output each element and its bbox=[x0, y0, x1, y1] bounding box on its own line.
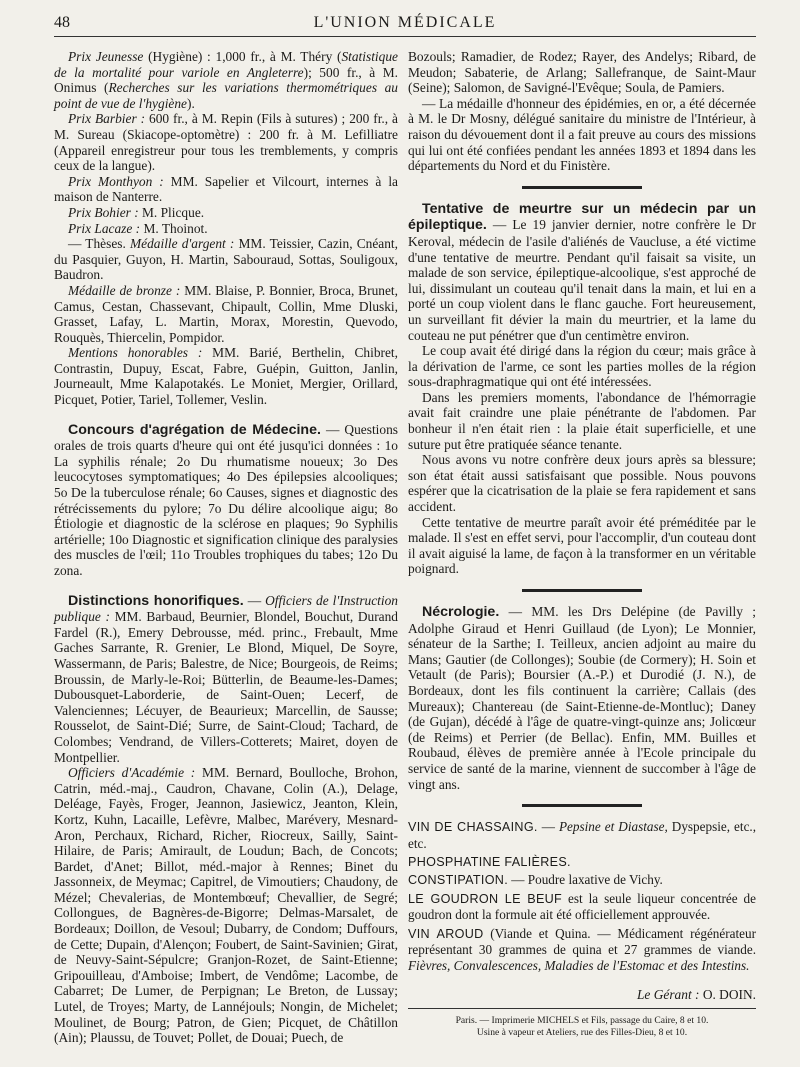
section-rule bbox=[522, 589, 642, 592]
gerant-signature: Le Gérant : O. DOIN. bbox=[408, 987, 756, 1010]
prix-monthyon: Prix Monthyon : MM. Sapelier et Vilcourt, internes à la maison de Nanterre. bbox=[54, 173, 398, 205]
necrologie: Nécrologie. — MM. les Drs Delépine (de Pavilly ; Adolphe Giraud et Henri Guillaud (de Lyon); Le Monnier, sénateur de la Sarthe; I. Teilleux, ancien adjoint au maire du Mans; Gautier (de Collonges); Soubie (de Cormery); H. Soin et Vetault (de Paris); Boursier (A.-P.) et Durodié (J. N.), de Bordeaux, dont les fils continuent la carrière; Callais (des Mureaux); Chantereau (de Saint-Etienne-de-Montluc); Daney (de Gujan), décédé à l'âge de quatre-vingt-quinze ans; Jolicœur (de Reims) et Perrier (de Bellac). Enfin, MM. Builles et Roubaud, élèves de première année à l'Ecole principale du service de santé de la marine, viennent de succomber à l'âge de vingt ans. bbox=[408, 604, 756, 792]
tentative-p5: Cette tentative de meurtre paraît avoir été préméditée par le malade. Il s'est en effet servi, pour l'accomplir, d'un couteau dont il avait aiguisé la lame, de façon à la transformer en un véritable poignard. bbox=[408, 514, 756, 577]
section-rule bbox=[522, 804, 642, 807]
section-heading: Concours d'agrégation de Médecine. bbox=[68, 421, 321, 438]
tentative-meurtre: Tentative de meurtre sur un médecin par un épileptique. — Le 19 janvier dernier, notre confrère le Dr Keroval, médecin de l'asile d'aliénés de Vaucluse, a été victime d'une tentative de meurtre. Pendant qu'il faisait sa visite, un malade de son service, épileptique-alcoolique, s'est approché de lui, dissimulant un couteau qu'il tenait dans la main, et lui en a porté un coup violent dans le flanc gauche. Fort heureusement, un surveillant fit dévier la main du meurtrier, et la lame du couteau ne put pénétrer que d'un centimètre environ. bbox=[408, 200, 756, 343]
medaille-epidemies: — La médaille d'honneur des épidémies, en or, a été décernée à M. le Dr Mosny, délégué sanitaire du ministre de l'Intérieur, à raison du dévouement dont il a fait preuve au cours des missions qui lui ont été confiées pendant les années 1893 et 1894 dans les départements du Nord et du Finistère. bbox=[408, 95, 756, 174]
prix-barbier: Prix Barbier : 600 fr., à M. Repin (Fils à sutures) ; 200 fr., à M. Sureau (Skiacope-optomètre) : 200 fr. à M. Lefilliatre (Appareil enregistreur pour tous les tremblements, y compris ceux de la langue). bbox=[54, 111, 398, 174]
advertisements bbox=[408, 819, 756, 975]
mentions-honorables: Mentions honorables : MM. Barié, Berthelin, Chibret, Contrastin, Dupuy, Escat, Fabre, Guépin, Guitton, Janlin, Journeault, Mme Kalapotakés. Le Moniet, Mergier, Orillard, Picquet, Potier, Tariel, Tollemer, Veslin. bbox=[54, 345, 399, 408]
tentative-p2: Le coup avait été dirigé dans la région du cœur; mais grâce à la dérivation de l'arme, ce sont les parties molles de la région sous-draphragmatique qui ont été intéressées. bbox=[408, 343, 756, 390]
tentative-p3: Dans les premiers moments, l'abondance de l'hémorragie avait fait craindre une plaie pénétrante de l'abdomen. Par bonheur il n'en était rien : la plaie était superficielle, et une suture put être pratiquée séance tenante. bbox=[408, 389, 756, 452]
prix-jeunesse: Prix Jeunesse (Hygiène) : 1,000 fr., à M. Théry (Statistique de la mortalité pour variole en Angleterre); 500 fr., à M. Onimus (Recherches sur les variations thermométriques au point de vue de l'hygiène). bbox=[54, 49, 398, 111]
prix-lacaze: Prix Lacaze : M. Thoinot. bbox=[68, 220, 208, 236]
ad-phosphatine: PHOSPHATINE FALIÈRES. bbox=[408, 854, 571, 869]
section-heading: Nécrologie. bbox=[422, 604, 500, 620]
prix-bohier: Prix Bohier : M. Plicque. bbox=[68, 204, 205, 220]
running-header bbox=[54, 10, 756, 37]
ad-vin-chassaing: VIN DE CHASSAING. — Pepsine et Diastase, Dyspepsie, etc., etc. bbox=[408, 819, 757, 851]
tentative-p4: Nous avons vu notre confrère deux jours après sa blessure; son état était aussi satisfaisant que possible. Nous pouvons espérer que la cicatrisation de la plaie se fera rapidement et sans accident. bbox=[408, 452, 756, 515]
section-heading: Distinctions honorifiques. bbox=[68, 592, 244, 609]
journal-title: L'UNION MÉDICALE bbox=[313, 14, 497, 31]
officiers-academie: Officiers d'Académie : MM. Bernard, Boulloche, Brohon, Catrin, méd.-maj., Caudron, Chavane, Colin (A.), Delage, Deléage, Fayès, Froger, Jeannon, Jasiewicz, Jeanton, Klein, Kortz, Kuhn, Lacaille, Lefèvre, Malbec, Marévery, Mesnard-Aron, Perchaux, Richard, Richer, Riocreux, Sailly, Saint-Hilaire, de Paris; Amirault, de Loudun; Bach, de Concots; Bardet, d'Anet; Billot, méd.-major à Rennes; Binet du Jassonneix, de Meymac; Capitrel, de Vimoutiers; Chaudony, de Mézel; Chevalerias, de Montembœuf; Chevallier, de Segré; Collongues, de Bagnères-de-Bigorre; Delmas-Marsalet, de Bordeaux; Doillon, de Vesoul; Dubarry, de Condom; Duffours, de Cette; Dupain, d'Alençon; Foubert, de Saint-Savinien; Girat, de Neuvy-Saint-Sépulcre; Granjon-Rozet, de Saint-Etienne; Gripouilleau, d'Amboise; Imbert, de Vendôme; Lacombe, de Cabarret; De Lumer, de Perpignan; Le Breton, de Lussay; Lutel, de Troyes; Marty, de Lannéjouls; Nongin, de Michelet; Moulinet, de Bourg; Patron, de Gien; Picquet, de Châtillon (Ain); Plaussu, de Touvet; Pollet, de Douai; Puech, de bbox=[54, 765, 398, 1046]
left-column bbox=[54, 49, 398, 1046]
printer-imprint: Paris. — Imprimerie MICHELS et Fils, passage du Caire, 8 et 10. Usine à vapeur et Ateliers, rue des Filles-Dieu, 8 et 10. bbox=[455, 1015, 709, 1039]
academie-continued: Bozouls; Ramadier, de Rodez; Rayer, des Andelys; Ribard, de Meudon; Sabaterie, de Arlang; Sallefranque, de Saint-Maur (Seine); Salomon, de Savigné-l'Evêque; Soula, de Pamiers. bbox=[408, 49, 756, 96]
distinctions-honorifiques: Distinctions honorifiques. — Officiers de l'Instruction publique : MM. Barbaud, Beurnier, Blondel, Bouchut, Durand Fardel (R.), Emery Debrousse, méd. princ., Frebault, Mme Gaches Sarrante, R. Grenier, Le Blond, Miquel, De Soyre, Wassermann, de Paris; Balestre, de Nice; Bourgeois, de Reims; Broussin, de Marly-le-Roi; Bütterlin, de Beaume-les-Dames; Dubousquet-Laborderie, de Saint-Ouen; Lecerf, de Valenciennes; Lécuyer, de Beaurieux; Marcellin, de Sausse; Rousselot, de Saint-Dié; Surre, de Saint-Cloud; Tachard, de Colombes; Vendrand, de Villers-Cotterets; Mairet, doyen de Montpellier. bbox=[54, 592, 399, 765]
ad-vin-aroud: VIN AROUD (Viande et Quina. — Médicament régénérateur représentant 30 grammes de quina et 27 grammes de viande. Fièvres, Convalescences, Maladies de l'Estomac et des Intestins. bbox=[408, 925, 756, 974]
ad-goudron: LE GOUDRON LE BEUF est la seule liqueur concentrée de goudron dont la formule ait été officiellement approuvée. bbox=[408, 890, 756, 923]
concours-agregation: Concours d'agrégation de Médecine. — Questions orales de trois quarts d'heure qui ont été jusqu'ici données : 1o La syphilis rénale; 2o Du rhumatisme noueux; 3o Des leucocytoses symptomatiques; 4o Des épilepsies alcooliques; 5o De la tuberculose rénale; 6o Causes, signes et diagnostic des rétrécissements du pylore; 7o Du délire alcoolique aigu; 8o Étiologie et diagnostic de la sclérose en plaques; 9o Syphilis artérielle; 10o Diagnostic et signification clinique des paralysies des muscles de l'œil; 11o Troubles trophiques du tabes; 12o Du zona. bbox=[54, 421, 398, 578]
page-number: 48 bbox=[54, 14, 70, 31]
theses-argent: — Thèses. Médaille d'argent : MM. Teissier, Cazin, Cnéant, du Pasquier, Guyon, H. Martin, Sabouraud, Sottas, Souligoux, Baudron. bbox=[54, 236, 398, 283]
section-heading: Tentative de meurtre sur un médecin par un épileptique. bbox=[408, 200, 756, 234]
section-rule bbox=[522, 186, 642, 189]
right-column bbox=[408, 49, 756, 1046]
medaille-bronze: Médaille de bronze : MM. Blaise, P. Bonnier, Broca, Brunet, Camus, Cestan, Chassevant, Chipault, Collin, Mme Dluski, Grasset, Lafay, L. Martin, Morax, Morestin, Quevodo, Rouquès, Thiercelin, Pompidor. bbox=[54, 282, 398, 345]
ad-constipation: CONSTIPATION. — Poudre laxative de Vichy. bbox=[408, 872, 663, 888]
